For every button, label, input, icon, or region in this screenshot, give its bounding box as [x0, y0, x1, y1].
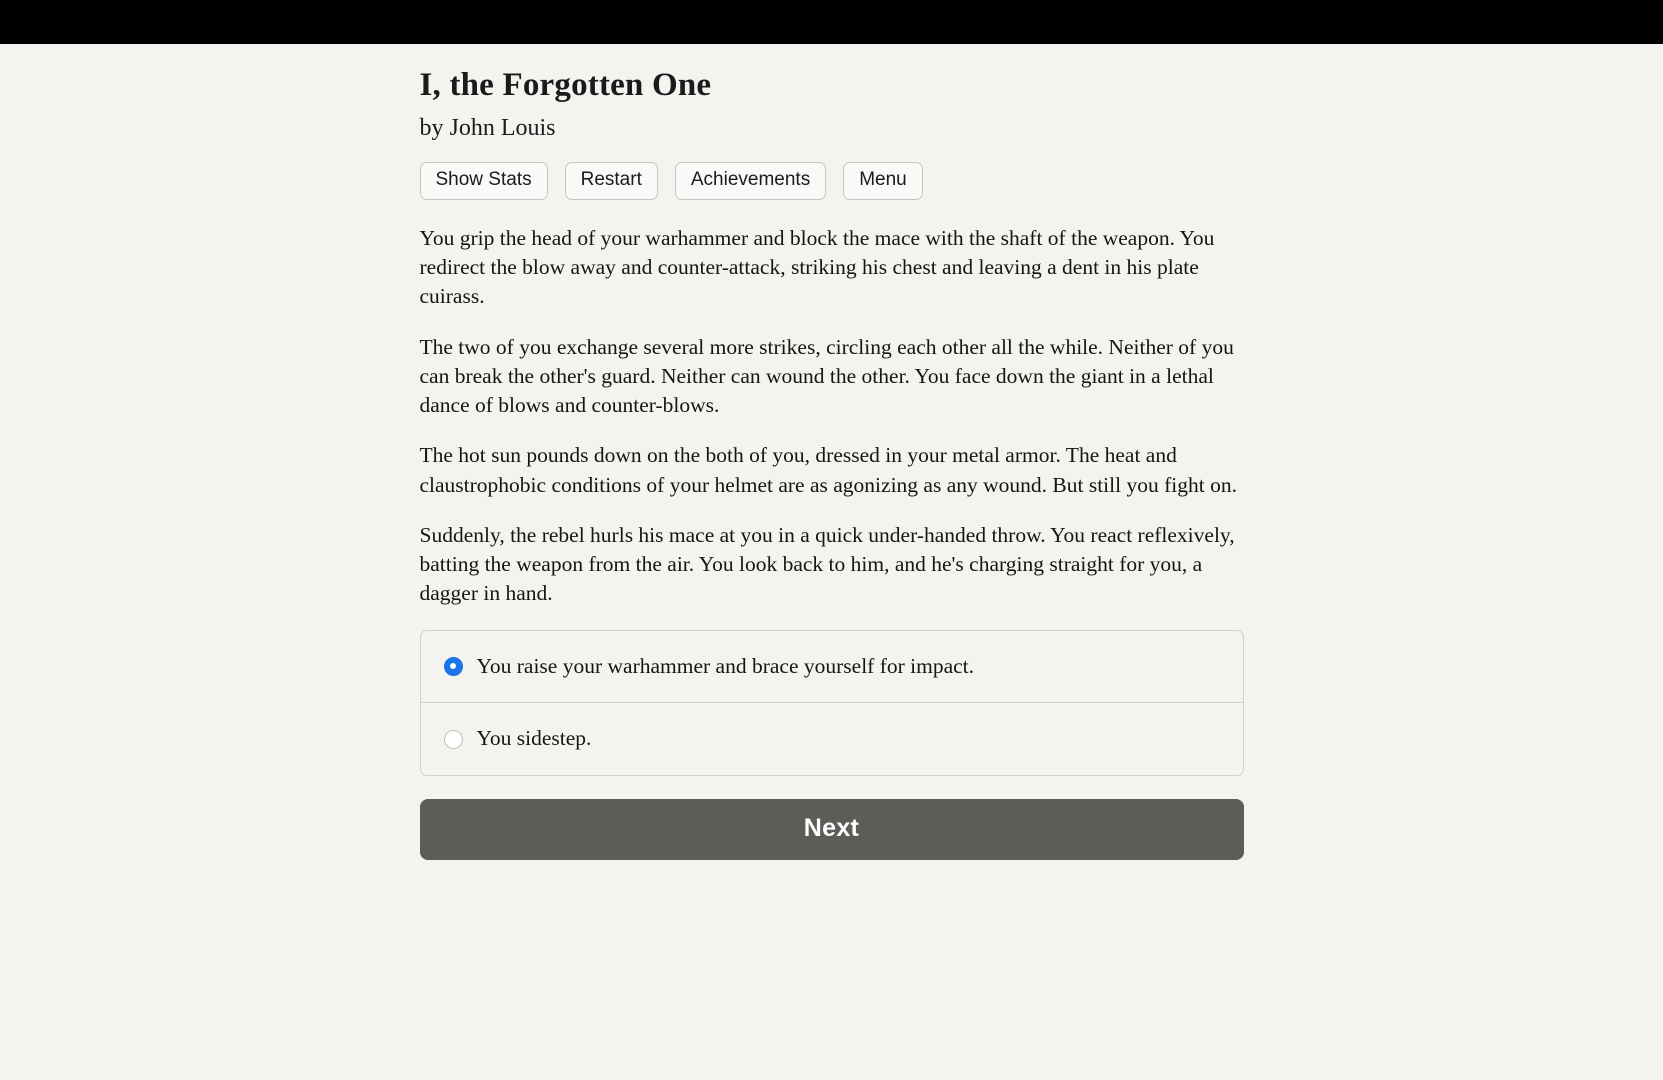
- story-paragraph: The two of you exchange several more strikes, circling each other all the while. Neither of you can break the other's guard. Neither can wound the other. You face down the giant in a lethal dance of blows and counter-blows.: [419, 334, 1234, 418]
- choice-label: You sidestep.: [476, 726, 592, 751]
- story-paragraph: You grip the head of your warhammer and block the mace with the shaft of the weapon. You redirect the blow away and counter-attack, striking his chest and leaving a dent in his plate cuirass.: [419, 225, 1215, 309]
- next-button[interactable]: Next: [420, 799, 1244, 860]
- choice-label: You raise your warhammer and brace yourself for impact.: [476, 653, 975, 678]
- menu-button[interactable]: Menu: [843, 162, 923, 200]
- choice-option-2[interactable]: [421, 702, 1243, 775]
- show-stats-button[interactable]: Show Stats: [420, 162, 548, 200]
- choice-list: [420, 630, 1244, 777]
- author-byline: by John Louis: [419, 114, 556, 141]
- story-paragraph: Suddenly, the rebel hurls his mace at you in a quick under-handed throw. You react reflexively, batting the weapon from the air. You look back to him, and he's charging straight for you, a dagger in hand.: [419, 522, 1235, 606]
- restart-button[interactable]: Restart: [565, 162, 658, 200]
- story-paragraph: The hot sun pounds down on the both of you, dressed in your metal armor. The heat and claustrophobic conditions of your helmet are as agonizing as any wound. But still you fight on.: [419, 443, 1237, 497]
- content-column: [420, 44, 1244, 860]
- choice-option-1[interactable]: [421, 631, 1243, 703]
- radio-selected-icon[interactable]: [444, 657, 463, 676]
- story-text: [420, 224, 1244, 609]
- game-page: [0, 44, 1663, 1080]
- achievements-button[interactable]: Achievements: [675, 162, 826, 200]
- toolbar: [420, 162, 1244, 200]
- page-title: I, the Forgotten One: [419, 67, 712, 103]
- radio-unselected-icon[interactable]: [444, 730, 463, 749]
